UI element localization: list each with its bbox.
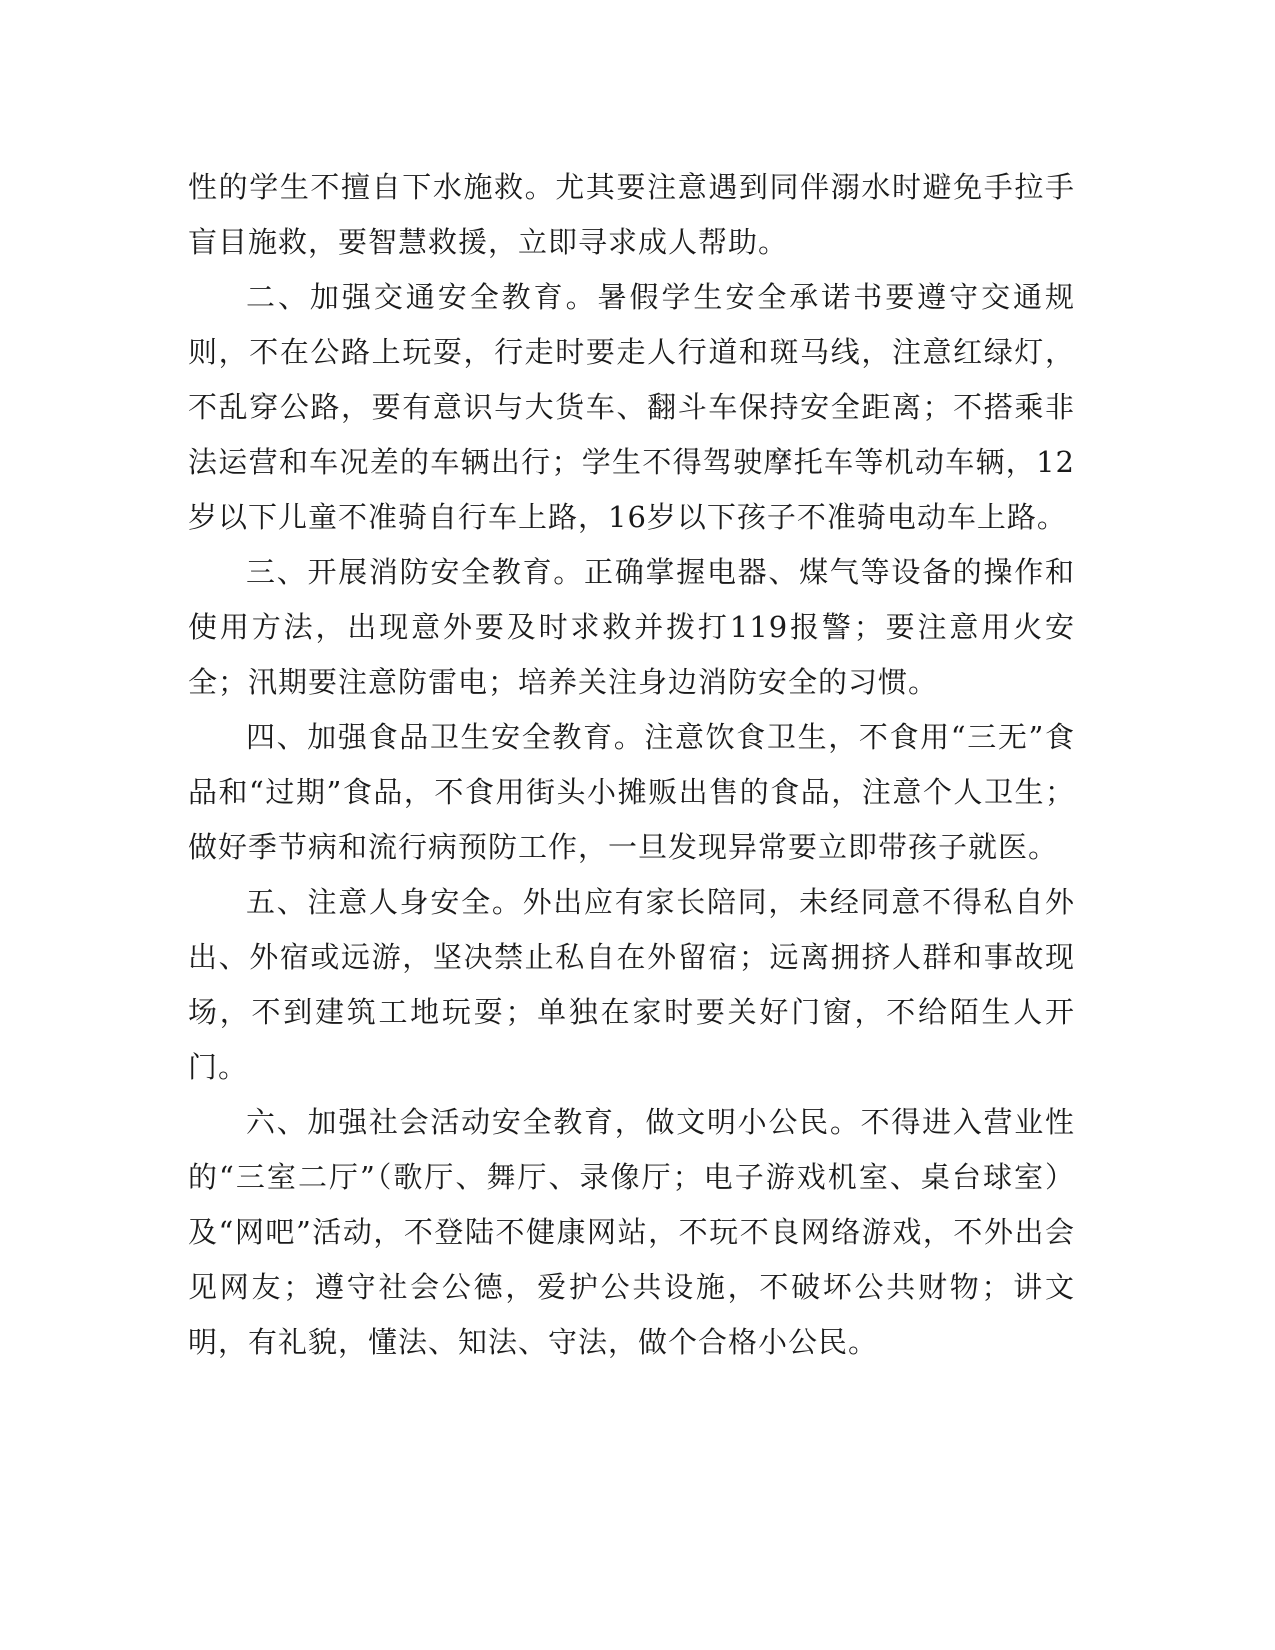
- paragraph-traffic-safety: 二、加强交通安全教育。暑假学生安全承诺书要遵守交通规则，不在公路上玩耍，行走时要走人行道和斑马线，注意红绿灯，不乱穿公路，要有意识与大货车、翻斗车保持安全距离；不搭乘非法运营和车况差的车辆出行；学生不得驾驶摩托车等机动车辆，12岁以下儿童不准骑自行车上路，16岁以下孩子不准骑电动车上路。: [188, 280, 1075, 534]
- paragraph-social-activity-safety: 六、加强社会活动安全教育，做文明小公民。不得进入营业性的“三室二厅”（歌厅、舞厅、录像厅；电子游戏机室、桌台球室）及“网吧”活动，不登陆不健康网站，不玩不良网络游戏，不外出会见网友；遵守社会公德，爱护公共设施，不破坏公共财物；讲文明，有礼貌，懂法、知法、守法，做个合格小公民。: [188, 1105, 1075, 1359]
- paragraph-drowning-continued: 性的学生不擅自下水施救。尤其要注意遇到同伴溺水时避免手拉手盲目施救，要智慧救援，立即寻求成人帮助。: [188, 170, 1075, 259]
- document-body: [188, 160, 1075, 1370]
- paragraph-food-safety: 四、加强食品卫生安全教育。注意饮食卫生，不食用“三无”食品和“过期”食品，不食用街头小摊贩出售的食品，注意个人卫生；做好季节病和流行病预防工作，一旦发现异常要立即带孩子就医。: [188, 720, 1075, 864]
- paragraph-fire-safety: 三、开展消防安全教育。正确掌握电器、煤气等设备的操作和使用方法，出现意外要及时求救并拨打119报警；要注意用火安全；汛期要注意防雷电；培养关注身边消防安全的习惯。: [188, 555, 1075, 699]
- paragraph-personal-safety: 五、注意人身安全。外出应有家长陪同，未经同意不得私自外出、外宿或远游，坚决禁止私自在外留宿；远离拥挤人群和事故现场，不到建筑工地玩耍；单独在家时要关好门窗，不给陌生人开门。: [188, 885, 1075, 1084]
